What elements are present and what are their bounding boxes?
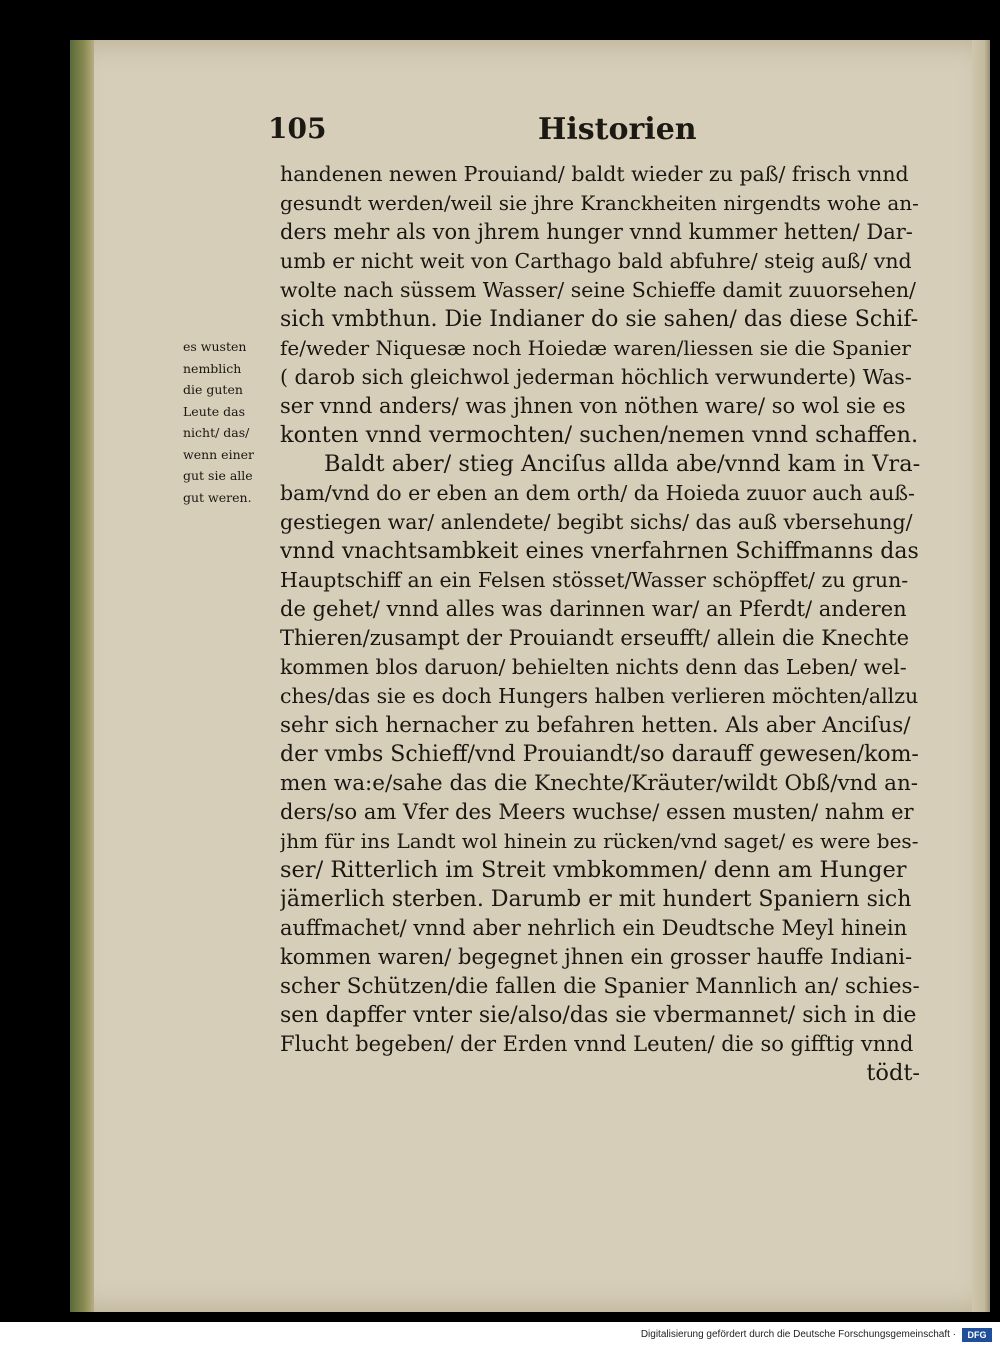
text-line: ches/das sie es doch Hungers halben verlieren möchten/allzu [280,684,919,708]
text-line: jämerlich sterben. Darumb er mit hundert Spaniern sich [280,887,912,912]
text-line: wolte nach süssem Wasser/ seine Schieffe damit zuuorsehen/ [280,278,916,302]
book-spine-edge [70,40,94,1312]
text-line: de gehet/ vnnd alles was darinnen war/ an Pferdt/ anderen [280,597,907,621]
text-line: gesundt werden/weil sie jhre Kranckheiten nirgendts wohe an- [280,191,919,215]
margin-note-line: die guten [183,382,243,397]
text-line: ser vnnd anders/ was jhnen von nöthen ware/ so wol sie es [280,394,906,418]
margin-note-line: nicht/ das/ [183,425,250,440]
text-line: handenen newen Prouiand/ baldt wieder zu paß/ frisch vnnd [280,162,909,186]
text-line: sehr sich hernacher zu befahren hetten. Als aber Anciſus/ [280,713,911,738]
text-line: umb er nicht weit von Carthago bald abfuhre/ steig auß/ vnd [280,249,912,273]
margin-note [183,336,278,508]
margin-note-line: Leute das [183,403,246,419]
text-line: ( darob sich gleichwol jederman höchlich verwunderte) Was- [280,365,912,389]
text-line: ders/so am Vfer des Meers wuchse/ essen musten/ nahm er [280,800,914,824]
running-head: Historien [538,112,697,147]
body-text [280,160,920,1088]
text-line: men wa:e/sahe das die Knechte/Kräuter/wildt Obß/vnd an- [280,771,919,796]
text-line: ser/ Ritterlich im Streit vmbkommen/ denn am Hunger [280,857,907,883]
catchword: tödt- [866,1060,920,1086]
text-line: scher Schützen/die fallen die Spanier Mannlich an/ schies- [280,974,920,999]
text-line: fe/weder Niquesæ noch Hoiedæ waren/liessen sie die Spanier [280,336,911,360]
text-line: ders mehr als von jhrem hunger vnnd kummer hetten/ Dar- [280,220,913,244]
text-line: konten vnnd vermochten/ suchen/nemen vnnd schaffen. [280,422,919,448]
margin-note-line: wenn einer [183,446,254,462]
funding-credit: Digitalisierung gefördert durch die Deutsche Forschungsgemeinschaft · [640,1329,956,1340]
margin-note-line: nemblich [183,360,242,376]
margin-note-line: es wusten [183,339,247,354]
dfg-logo: DFG [962,1328,992,1342]
text-line: auffmachet/ vnnd aber nehrlich ein Deudtsche Meyl hinein [280,916,908,940]
text-line: sen dapffer vnter sie/also/das sie vbermannet/ sich in die [280,1003,917,1028]
margin-note-line: gut sie alle [183,468,253,483]
text-line: der vmbs Schieff/vnd Prouiandt/so darauff gewesen/kom- [280,742,919,767]
footer-bar [0,1322,1000,1349]
page-number: 105 [268,112,327,145]
text-line: Hauptschiff an ein Felsen stösset/Wasser schöpffet/ zu grun- [280,568,909,592]
text-line: sich vmbthun. Die Indianer do sie sahen/ das diese Schif- [280,307,919,332]
margin-note-line: gut weren. [183,489,252,505]
text-line: bam/vnd do er eben an dem orth/ da Hoieda zuuor auch auß- [280,481,915,505]
text-line: Flucht begeben/ der Erden vnnd Leuten/ die so gifftig vnnd [280,1032,914,1056]
text-line: kommen waren/ begegnet jhnen ein grosser hauffe Indiani- [280,945,913,969]
page-edge [972,40,990,1312]
text-line: gestiegen war/ anlendete/ begibt sichs/ das auß vbersehung/ [280,510,913,534]
text-line: Thieren/zusampt der Prouiandt erseufft/ allein die Knechte [280,626,909,650]
text-line: kommen blos daruon/ behielten nichts denn das Leben/ wel- [280,655,907,679]
text-line: jhm für ins Landt wol hinein zu rücken/vnd saget/ es were bes- [280,829,919,853]
text-line: vnnd vnachtsambkeit eines vnerfahrnen Schiffmanns das [280,539,919,564]
text-line: Baldt aber/ stieg Anciſus allda abe/vnnd kam in Vra- [324,451,920,477]
